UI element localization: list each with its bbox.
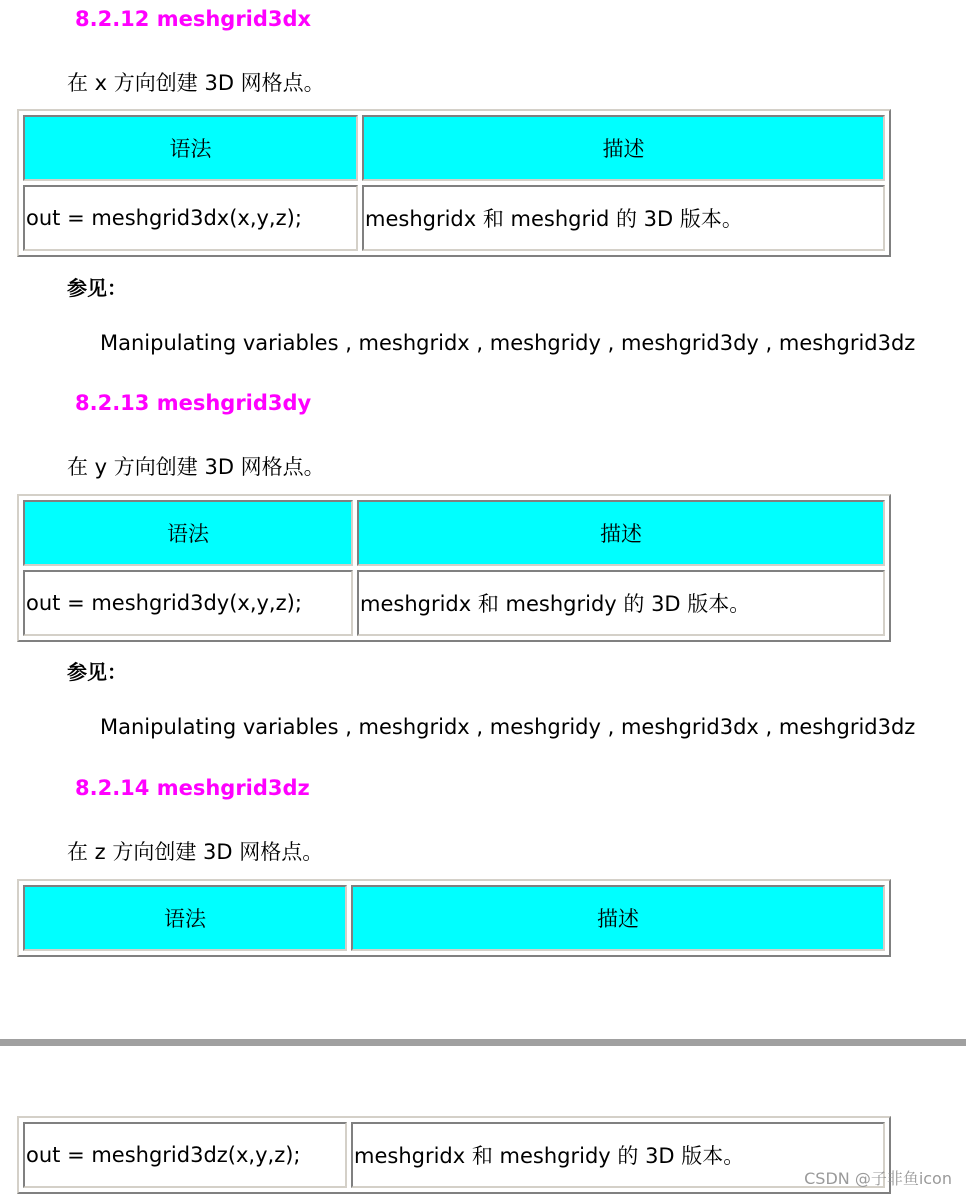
description-column-header: 描述: [362, 115, 885, 181]
see-also-label: 参见：: [67, 660, 127, 684]
page-break-divider: [0, 1039, 966, 1046]
description-cell: meshgridx 和 meshgrid 的 3D 版本。: [362, 185, 885, 251]
watermark: CSDN @子非鱼icon: [804, 1169, 952, 1188]
section-heading-meshgrid3dx: 8.2.12 meshgrid3dx: [75, 7, 312, 31]
see-also-label: 参见：: [67, 276, 127, 300]
see-also-links[interactable]: Manipulating variables , meshgridx , meshgridy , meshgrid3dy , meshgrid3dz: [100, 331, 916, 355]
syntax-table-body: [17, 1116, 891, 1194]
syntax-table-header: [17, 879, 891, 957]
see-also-links[interactable]: Manipulating variables , meshgridx , meshgridy , meshgrid3dx , meshgrid3dz: [100, 715, 916, 739]
description-column-header: 描述: [351, 885, 885, 951]
table-row: [23, 185, 885, 251]
syntax-cell: out = meshgrid3dx(x,y,z);: [23, 185, 358, 251]
section-description: 在 y 方向创建 3D 网格点。: [67, 455, 325, 479]
table-header-row: [23, 115, 885, 181]
syntax-cell: out = meshgrid3dz(x,y,z);: [23, 1122, 347, 1188]
section-description: 在 z 方向创建 3D 网格点。: [67, 840, 324, 864]
section-heading-meshgrid3dy: 8.2.13 meshgrid3dy: [75, 391, 312, 415]
table-header-row: [23, 500, 885, 566]
section-heading-meshgrid3dz: 8.2.14 meshgrid3dz: [75, 776, 310, 800]
syntax-table: [17, 494, 891, 642]
table-header-row: [23, 885, 885, 951]
syntax-column-header: 语法: [23, 115, 358, 181]
table-row: [23, 570, 885, 636]
section-description: 在 x 方向创建 3D 网格点。: [67, 71, 325, 95]
syntax-column-header: 语法: [23, 500, 353, 566]
syntax-column-header: 语法: [23, 885, 347, 951]
description-cell: meshgridx 和 meshgridy 的 3D 版本。: [357, 570, 885, 636]
description-column-header: 描述: [357, 500, 885, 566]
syntax-table: [17, 109, 891, 257]
syntax-cell: out = meshgrid3dy(x,y,z);: [23, 570, 353, 636]
table-row: [23, 1122, 885, 1188]
description-cell: meshgridx 和 meshgridy 的 3D 版本。: [351, 1122, 885, 1188]
